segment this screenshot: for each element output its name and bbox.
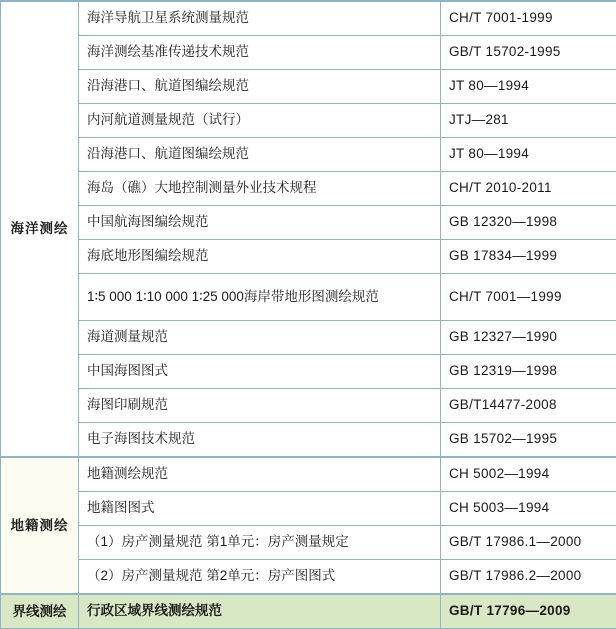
- table-row: [1, 423, 616, 458]
- standard-name-cell: 海底地形图编绘规范: [79, 240, 441, 274]
- group-label: 海洋测绘: [11, 219, 69, 239]
- standard-name-cell: 地籍图图式: [79, 492, 441, 526]
- table-row: [1, 355, 616, 389]
- standard-code-cell: CH 5002—1994: [441, 457, 616, 492]
- table-row: [1, 138, 616, 172]
- table-row: [1, 594, 616, 629]
- standard-code-cell: GB/T 17986.1—2000: [441, 526, 616, 560]
- group-label: 界线测绘: [13, 602, 67, 622]
- standard-code-cell: JT 80—1994: [441, 138, 616, 172]
- standard-code-cell: GB 12319—1998: [441, 355, 616, 389]
- standard-name-cell: 海洋导航卫星系统测量规范: [79, 1, 441, 36]
- standard-name-cell: 海岛（礁）大地控制测量外业技术规程: [79, 172, 441, 206]
- standard-name-cell: 中国海图图式: [79, 355, 441, 389]
- table-row: [1, 206, 616, 240]
- standard-code-cell: CH 5003—1994: [441, 492, 616, 526]
- standard-name-cell: 海洋测绘基准传递技术规范: [79, 36, 441, 70]
- table-row: [1, 70, 616, 104]
- standard-code-cell: GB 17834—1999: [441, 240, 616, 274]
- table-row: [1, 560, 616, 595]
- standard-code-cell: GB/T14477-2008: [441, 389, 616, 423]
- table-row: [1, 1, 616, 36]
- table-row: [1, 457, 616, 492]
- standard-code-cell: CH/T 2010-2011: [441, 172, 616, 206]
- standard-code-cell: GB 12327—1990: [441, 321, 616, 355]
- standard-name-cell: 沿海港口、航道图编绘规范: [79, 138, 441, 172]
- standard-code-cell: JT 80—1994: [441, 70, 616, 104]
- standard-name-cell: 海图印刷规范: [79, 389, 441, 423]
- standard-code-cell: GB 15702—1995: [441, 423, 616, 458]
- standard-name-cell: 地籍测绘规范: [79, 457, 441, 492]
- group-label-cell: [1, 1, 79, 457]
- table-row: [1, 104, 616, 138]
- standard-code-cell: CH/T 7001—1999: [441, 274, 616, 321]
- standard-name-cell: （2）房产测量规范 第2单元：房产图图式: [79, 560, 441, 595]
- standards-table-body: [1, 1, 616, 629]
- standard-name-cell: 沿海港口、航道图编绘规范: [79, 70, 441, 104]
- group-label-cell: [1, 457, 79, 594]
- standard-name-cell: 内河航道测量规范（试行）: [79, 104, 441, 138]
- standard-code-cell: CH/T 7001-1999: [441, 1, 616, 36]
- standard-code-cell: GB/T 17796—2009: [441, 594, 616, 629]
- standard-code-cell: JTJ—281: [441, 104, 616, 138]
- standard-name-cell: 电子海图技术规范: [79, 423, 441, 458]
- group-label-cell: [1, 594, 79, 629]
- table-row: [1, 274, 616, 321]
- standard-code-cell: GB/T 15702-1995: [441, 36, 616, 70]
- standard-name-cell: （1）房产测量规范 第1单元：房产测量规定: [79, 526, 441, 560]
- table-row: [1, 172, 616, 206]
- standard-name-cell: 行政区域界线测绘规范: [79, 594, 441, 629]
- standard-name-cell: 海道测量规范: [79, 321, 441, 355]
- table-row: [1, 36, 616, 70]
- table-row: [1, 321, 616, 355]
- standard-code-cell: GB 12320—1998: [441, 206, 616, 240]
- standard-name-cell: 中国航海图编绘规范: [79, 206, 441, 240]
- table-row: [1, 492, 616, 526]
- standard-name-cell: 1∶5 000 1∶10 000 1∶25 000海岸带地形图测绘规范: [79, 274, 441, 321]
- standard-code-cell: GB/T 17986.2—2000: [441, 560, 616, 595]
- table-row: [1, 240, 616, 274]
- group-label: 地籍测绘: [11, 516, 69, 536]
- table-row: [1, 389, 616, 423]
- table-row: [1, 526, 616, 560]
